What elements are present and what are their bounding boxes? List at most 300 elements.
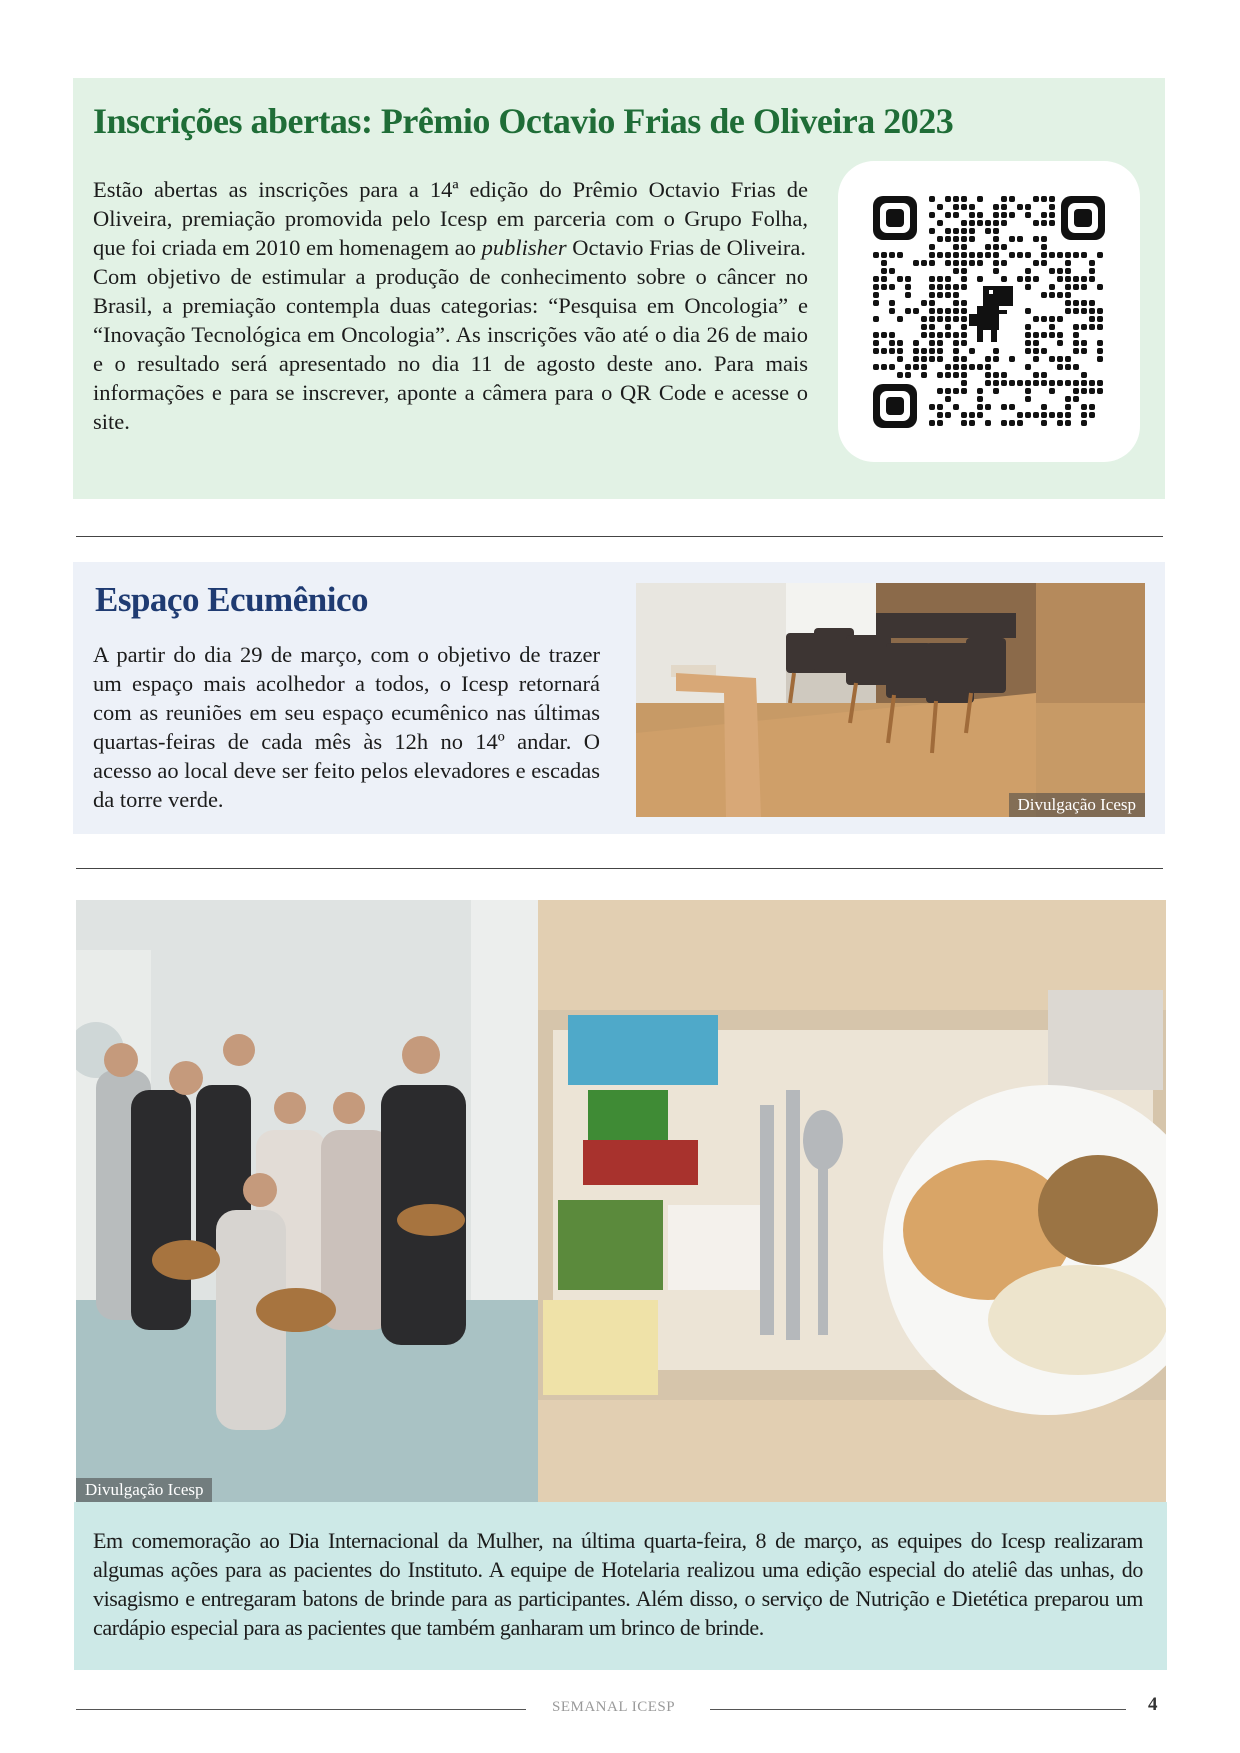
qr-module xyxy=(953,284,959,290)
qr-module xyxy=(1033,276,1039,282)
qr-module xyxy=(1089,260,1095,266)
qr-module xyxy=(1073,324,1079,330)
qr-module xyxy=(969,260,975,266)
qr-module xyxy=(953,308,959,314)
qr-module xyxy=(985,252,991,258)
qr-module xyxy=(881,364,887,370)
qr-module xyxy=(1057,340,1063,346)
qr-module xyxy=(1065,308,1071,314)
qr-module xyxy=(953,356,959,362)
qr-module xyxy=(1033,348,1039,354)
qr-module xyxy=(1033,356,1039,362)
qr-module xyxy=(1049,284,1055,290)
qr-module xyxy=(897,340,903,346)
qr-module xyxy=(1009,420,1015,426)
qr-module xyxy=(929,252,935,258)
qr-module xyxy=(953,372,959,378)
qr-module xyxy=(937,220,943,226)
qr-module xyxy=(945,364,951,370)
qr-module xyxy=(945,196,951,202)
qr-module xyxy=(881,276,887,282)
page-number: 4 xyxy=(1148,1694,1158,1715)
qr-module xyxy=(1025,396,1031,402)
qr-module xyxy=(1041,316,1047,322)
qr-module xyxy=(1097,380,1103,386)
qr-module xyxy=(977,396,983,402)
qr-module xyxy=(961,372,967,378)
qr-module xyxy=(953,340,959,346)
qr-module xyxy=(961,308,967,314)
qr-module xyxy=(937,284,943,290)
qr-module xyxy=(905,308,911,314)
qr-module xyxy=(985,404,991,410)
qr-module xyxy=(1097,324,1103,330)
qr-module xyxy=(889,308,895,314)
prize-title: Inscrições abertas: Prêmio Octavio Frias de Oliveira 2023 xyxy=(93,101,954,141)
qr-module xyxy=(1065,276,1071,282)
dinosaur-icon xyxy=(969,286,1013,342)
qr-module xyxy=(929,340,935,346)
qr-module xyxy=(961,252,967,258)
qr-module xyxy=(1057,380,1063,386)
qr-module xyxy=(929,300,935,306)
qr-module xyxy=(1025,388,1031,394)
qr-module xyxy=(929,284,935,290)
qr-module xyxy=(953,300,959,306)
qr-module xyxy=(1033,316,1039,322)
qr-module xyxy=(1001,220,1007,226)
qr-module xyxy=(969,420,975,426)
prize-paragraph-1-end: Octavio Frias de Oliveira. xyxy=(566,235,806,260)
qr-module xyxy=(921,316,927,322)
qr-module xyxy=(937,420,943,426)
qr-module xyxy=(1041,404,1047,410)
qr-module xyxy=(913,340,919,346)
qr-module xyxy=(913,348,919,354)
qr-module xyxy=(1049,324,1055,330)
qr-module xyxy=(897,348,903,354)
qr-module xyxy=(1097,316,1103,322)
qr-module xyxy=(889,300,895,306)
qr-module xyxy=(953,236,959,242)
qr-module xyxy=(977,196,983,202)
qr-module xyxy=(1089,412,1095,418)
qr-module xyxy=(945,412,951,418)
womens-day-body: Em comemoração ao Dia Internacional da Mulher, na última quarta-feira, 8 de março, as equipes do Icesp realizaram algumas ações para as pacientes do Instituto. A equipe de Hotelaria realizou uma edição especial do ateliê das unhas, do visagismo e entregaram batons de brinde para as participantes. Além disso, o serviço de Nutrição e Dietética preparou um cardápio especial para as pacientes que também ganharam um brinco de brinde. xyxy=(93,1528,1143,1640)
qr-module xyxy=(969,236,975,242)
qr-module xyxy=(953,252,959,258)
qr-module xyxy=(1065,364,1071,370)
qr-module xyxy=(953,244,959,250)
qr-module xyxy=(961,412,967,418)
qr-module xyxy=(905,364,911,370)
qr-module xyxy=(1073,252,1079,258)
qr-module xyxy=(1049,196,1055,202)
qr-module xyxy=(961,260,967,266)
qr-module xyxy=(977,212,983,218)
qr-module xyxy=(1009,404,1015,410)
qr-module xyxy=(873,284,879,290)
qr-module xyxy=(953,364,959,370)
qr-module xyxy=(945,324,951,330)
qr-module xyxy=(937,404,943,410)
qr-module xyxy=(1009,380,1015,386)
qr-module xyxy=(1081,284,1087,290)
qr-module xyxy=(977,276,983,282)
qr-module xyxy=(1081,340,1087,346)
qr-module xyxy=(1009,356,1015,362)
prize-body xyxy=(93,175,808,436)
qr-module xyxy=(953,204,959,210)
qr-module xyxy=(1065,292,1071,298)
qr-module xyxy=(985,356,991,362)
qr-module xyxy=(897,316,903,322)
qr-module xyxy=(969,364,975,370)
qr-module xyxy=(993,268,999,274)
qr-module xyxy=(873,364,879,370)
qr-module xyxy=(913,260,919,266)
qr-module xyxy=(1065,356,1071,362)
photo-credit: Divulgação Icesp xyxy=(1009,793,1145,817)
qr-code-image[interactable] xyxy=(873,196,1105,428)
qr-module xyxy=(1049,412,1055,418)
qr-module xyxy=(953,332,959,338)
qr-module xyxy=(1025,212,1031,218)
qr-module xyxy=(993,220,999,226)
qr-module xyxy=(977,388,983,394)
qr-module xyxy=(921,372,927,378)
qr-module xyxy=(1033,412,1039,418)
qr-module xyxy=(921,364,927,370)
qr-module xyxy=(969,220,975,226)
qr-module xyxy=(1081,388,1087,394)
qr-module xyxy=(977,404,983,410)
meal-tray-photo xyxy=(538,900,1166,1502)
qr-module xyxy=(881,252,887,258)
qr-module xyxy=(945,396,951,402)
qr-module xyxy=(873,252,879,258)
qr-module xyxy=(969,212,975,218)
qr-module xyxy=(953,260,959,266)
qr-module xyxy=(1001,260,1007,266)
publication-name: SEMANAL ICESP xyxy=(552,1699,676,1715)
qr-module xyxy=(913,364,919,370)
qr-module xyxy=(1073,284,1079,290)
qr-module xyxy=(1049,220,1055,226)
qr-module xyxy=(1041,372,1047,378)
qr-module xyxy=(1017,204,1023,210)
qr-module xyxy=(929,420,935,426)
qr-module xyxy=(1033,260,1039,266)
qr-module xyxy=(1065,404,1071,410)
womens-day-photos xyxy=(76,900,1166,1502)
qr-module xyxy=(1041,220,1047,226)
qr-module xyxy=(1097,388,1103,394)
qr-module xyxy=(1025,252,1031,258)
qr-module xyxy=(1065,420,1071,426)
qr-module xyxy=(1081,372,1087,378)
qr-module xyxy=(1033,196,1039,202)
qr-module xyxy=(1033,332,1039,338)
qr-module xyxy=(1025,276,1031,282)
qr-module xyxy=(881,268,887,274)
qr-module xyxy=(873,340,879,346)
qr-module xyxy=(961,380,967,386)
qr-module xyxy=(961,276,967,282)
qr-module xyxy=(1073,340,1079,346)
qr-module xyxy=(1073,380,1079,386)
qr-module xyxy=(889,268,895,274)
qr-module xyxy=(1041,412,1047,418)
qr-module xyxy=(1065,252,1071,258)
qr-module xyxy=(945,372,951,378)
qr-module xyxy=(1025,332,1031,338)
qr-module xyxy=(1065,284,1071,290)
qr-module xyxy=(961,268,967,274)
qr-module xyxy=(1065,380,1071,386)
qr-module xyxy=(1041,348,1047,354)
qr-module xyxy=(1025,340,1031,346)
qr-module xyxy=(1017,236,1023,242)
qr-module xyxy=(905,284,911,290)
qr-module xyxy=(881,348,887,354)
qr-module xyxy=(1049,332,1055,338)
qr-module xyxy=(929,260,935,266)
qr-module xyxy=(953,292,959,298)
qr-module xyxy=(945,276,951,282)
qr-module xyxy=(985,420,991,426)
qr-module xyxy=(1057,332,1063,338)
qr-module xyxy=(1041,380,1047,386)
qr-module xyxy=(1001,380,1007,386)
qr-module xyxy=(1097,348,1103,354)
qr-module xyxy=(913,356,919,362)
qr-module xyxy=(969,252,975,258)
qr-module xyxy=(1081,420,1087,426)
qr-module xyxy=(985,244,991,250)
qr-module xyxy=(921,260,927,266)
qr-module xyxy=(1041,260,1047,266)
qr-module xyxy=(1081,348,1087,354)
qr-module xyxy=(1041,252,1047,258)
qr-module xyxy=(1081,252,1087,258)
qr-module xyxy=(961,356,967,362)
prize-paragraph-1-start: Estão abertas as inscrições para a 14ª edição do Prêmio Octavio Frias de Oliveira, premiação promovida pelo Icesp em parceria com o Grupo Folha, que foi criada em 2010 em homenagem ao xyxy=(93,177,808,260)
qr-module xyxy=(1065,300,1071,306)
qr-module xyxy=(1065,396,1071,402)
qr-module xyxy=(1073,332,1079,338)
qr-module xyxy=(1009,196,1015,202)
qr-module xyxy=(937,292,943,298)
qr-module xyxy=(985,364,991,370)
qr-module xyxy=(993,228,999,234)
qr-module xyxy=(961,236,967,242)
qr-module xyxy=(881,260,887,266)
qr-module xyxy=(1065,260,1071,266)
qr-module xyxy=(993,212,999,218)
qr-module xyxy=(1073,388,1079,394)
qr-module xyxy=(1025,308,1031,314)
qr-module xyxy=(961,388,967,394)
qr-module xyxy=(1041,332,1047,338)
qr-module xyxy=(929,212,935,218)
qr-module xyxy=(889,340,895,346)
qr-module xyxy=(929,308,935,314)
qr-module xyxy=(1049,292,1055,298)
team-photo xyxy=(76,900,538,1502)
qr-module xyxy=(1009,252,1015,258)
qr-module xyxy=(993,380,999,386)
qr-module xyxy=(937,252,943,258)
qr-module xyxy=(945,388,951,394)
qr-module xyxy=(977,252,983,258)
qr-module xyxy=(1001,420,1007,426)
qr-module xyxy=(1001,212,1007,218)
qr-module xyxy=(921,356,927,362)
qr-module xyxy=(937,276,943,282)
qr-module xyxy=(1001,244,1007,250)
qr-module xyxy=(873,300,879,306)
qr-module xyxy=(1057,268,1063,274)
qr-module xyxy=(1081,404,1087,410)
qr-module xyxy=(961,316,967,322)
qr-module xyxy=(873,332,879,338)
qr-module xyxy=(929,292,935,298)
qr-module xyxy=(1073,276,1079,282)
qr-module xyxy=(993,260,999,266)
qr-module xyxy=(1001,276,1007,282)
qr-module xyxy=(961,220,967,226)
qr-module xyxy=(1089,324,1095,330)
qr-module xyxy=(1001,372,1007,378)
qr-module xyxy=(1017,276,1023,282)
qr-module xyxy=(1073,348,1079,354)
qr-module xyxy=(1089,388,1095,394)
qr-module xyxy=(937,316,943,322)
ecumenical-room-photo xyxy=(636,583,1145,817)
qr-module xyxy=(929,348,935,354)
qr-module xyxy=(1001,196,1007,202)
qr-module xyxy=(1001,204,1007,210)
qr-module xyxy=(897,276,903,282)
qr-module xyxy=(945,252,951,258)
prize-paragraph-1 xyxy=(93,175,808,262)
qr-module xyxy=(1017,252,1023,258)
qr-module xyxy=(953,388,959,394)
qr-module xyxy=(1025,348,1031,354)
qr-module xyxy=(969,204,975,210)
qr-module xyxy=(1097,308,1103,314)
divider xyxy=(76,868,1163,869)
footer-line xyxy=(76,1709,526,1710)
qr-module xyxy=(961,244,967,250)
qr-module xyxy=(1057,276,1063,282)
qr-module xyxy=(1073,364,1079,370)
qr-module xyxy=(929,404,935,410)
qr-module xyxy=(1089,308,1095,314)
qr-module xyxy=(1033,340,1039,346)
qr-module xyxy=(945,308,951,314)
qr-module xyxy=(993,388,999,394)
qr-module xyxy=(985,372,991,378)
qr-module xyxy=(929,228,935,234)
qr-module xyxy=(937,412,943,418)
qr-module xyxy=(889,252,895,258)
qr-module xyxy=(889,364,895,370)
qr-module xyxy=(969,412,975,418)
qr-module xyxy=(937,348,943,354)
qr-module xyxy=(1089,380,1095,386)
qr-module xyxy=(1041,244,1047,250)
qr-module xyxy=(913,308,919,314)
qr-module xyxy=(921,332,927,338)
qr-module xyxy=(1033,236,1039,242)
qr-module xyxy=(1017,380,1023,386)
qr-module xyxy=(929,332,935,338)
qr-module xyxy=(945,228,951,234)
qr-module xyxy=(993,356,999,362)
qr-module xyxy=(969,348,975,354)
ecumenical-title: Espaço Ecumênico xyxy=(95,580,368,619)
qr-module xyxy=(953,228,959,234)
qr-module xyxy=(881,284,887,290)
publisher-word: publisher xyxy=(481,235,567,260)
qr-module xyxy=(1081,276,1087,282)
qr-module xyxy=(985,228,991,234)
qr-module xyxy=(1097,356,1103,362)
qr-module xyxy=(977,260,983,266)
qr-module xyxy=(993,348,999,354)
qr-module xyxy=(1025,412,1031,418)
qr-module xyxy=(953,316,959,322)
qr-module xyxy=(937,308,943,314)
qr-module xyxy=(1073,396,1079,402)
qr-module xyxy=(1049,388,1055,394)
qr-module xyxy=(1041,212,1047,218)
qr-module xyxy=(1025,204,1031,210)
qr-module xyxy=(889,348,895,354)
qr-module xyxy=(1049,204,1055,210)
qr-module xyxy=(881,332,887,338)
qr-module xyxy=(1065,412,1071,418)
qr-module xyxy=(1057,252,1063,258)
ecumenical-body: A partir do dia 29 de março, com o objetivo de trazer um espaço mais acolhedor a todos, o Icesp retornará com as reuniões em seu espaço ecumênico nas últimas quartas-feiras de cada mês às 12h no 14º andar. O acesso ao local deve ser feito pelos elevadores e escadas da torre verde. xyxy=(93,642,600,812)
qr-module xyxy=(1057,420,1063,426)
qr-module xyxy=(1089,404,1095,410)
qr-module xyxy=(1049,356,1055,362)
qr-module xyxy=(1049,380,1055,386)
qr-module xyxy=(937,236,943,242)
qr-module xyxy=(993,204,999,210)
qr-module xyxy=(1033,220,1039,226)
qr-module xyxy=(1089,276,1095,282)
qr-module xyxy=(961,196,967,202)
qr-module xyxy=(1041,292,1047,298)
qr-module xyxy=(929,196,935,202)
qr-module xyxy=(1049,268,1055,274)
qr-module xyxy=(945,236,951,242)
qr-module xyxy=(953,268,959,274)
qr-module xyxy=(961,364,967,370)
qr-module xyxy=(921,300,927,306)
qr-module xyxy=(969,228,975,234)
qr-module xyxy=(1017,420,1023,426)
divider xyxy=(76,536,1163,537)
qr-module xyxy=(1073,308,1079,314)
qr-module xyxy=(985,220,991,226)
qr-module xyxy=(1017,412,1023,418)
qr-module xyxy=(1049,316,1055,322)
